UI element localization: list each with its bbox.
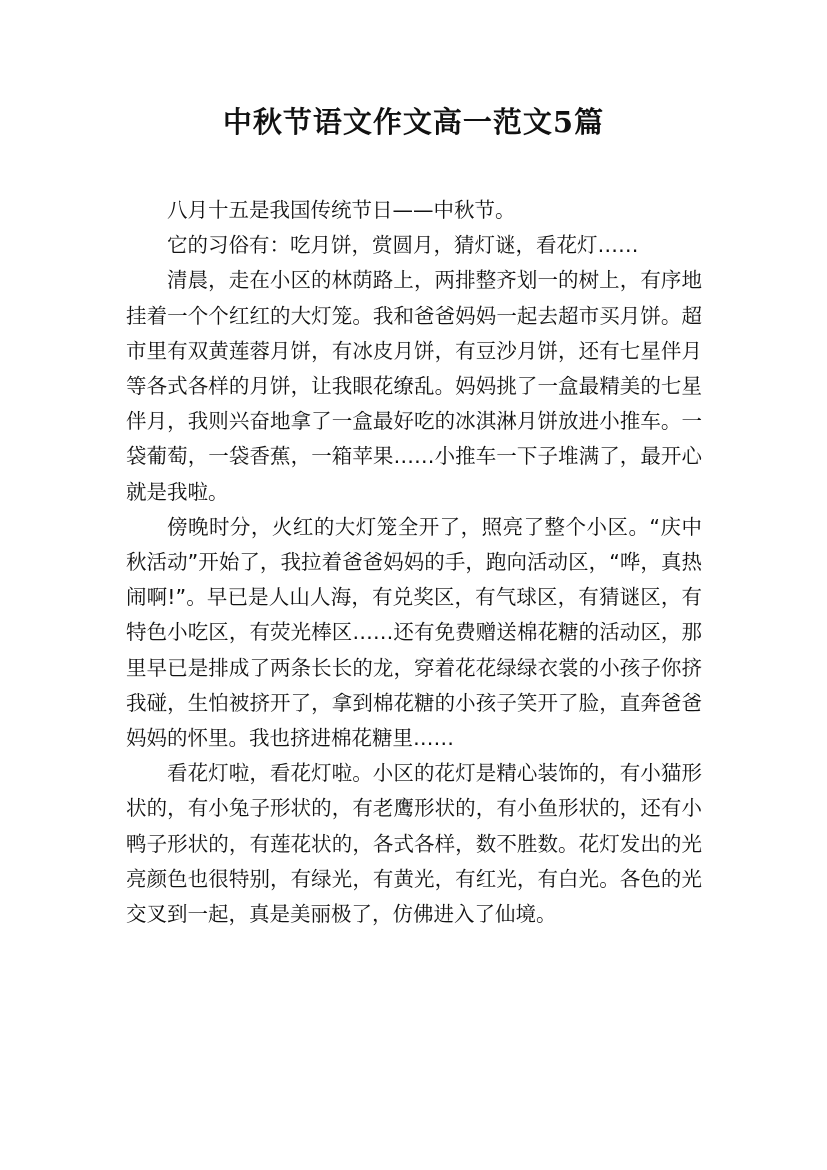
paragraph-1: 八月十五是我国传统节日——中秋节。 <box>167 198 516 222</box>
document-body <box>126 193 702 932</box>
paragraph-5: 看花灯啦，看花灯啦。小区的花灯是精心装饰的，有小猫形状的，有小兔子形状的，有老鹰形状的，有小鱼形状的，还有小鸭子形状的，有莲花状的，各式各样，数不胜数。花灯发出的光亮颜色也很特别，有绿光，有黄光，有红光，有白光。各色的光交叉到一起，真是美丽极了，仿佛进入了仙境。 <box>126 761 702 927</box>
paragraph-3: 清晨，走在小区的林荫路上，两排整齐划一的树上，有序地挂着一个个红红的大灯笼。我和爸爸妈妈一起去超市买月饼。超市里有双黄莲蓉月饼，有冰皮月饼，有豆沙月饼，还有七星伴月等各式各样的月饼，让我眼花缭乱。妈妈挑了一盒最精美的七星伴月，我则兴奋地拿了一盒最好吃的冰淇淋月饼放进小推车。一袋葡萄，一袋香蕉，一箱苹果……小推车一下子堆满了，最开心就是我啦。 <box>126 268 702 504</box>
paragraph-2: 它的习俗有：吃月饼，赏圆月，猜灯谜，看花灯…… <box>167 233 639 258</box>
document-title: 中秋节语文作文高一范文5篇 <box>222 105 605 139</box>
paragraph-4: 傍晚时分，火红的大灯笼全开了，照亮了整个小区。“庆中秋活动”开始了，我拉着爸爸妈妈的手，跑向活动区，“哗，真热闹啊!”。早已是人山人海，有兑奖区，有气球区，有猜谜区，有特色小吃区，有荧光棒区……还有免费赠送棉花糖的活动区，那里早已是排成了两条长长的龙，穿着花花绿绿衣裳的小孩子你挤我碰，生怕被挤开了，拿到棉花糖的小孩子笑开了脸，直奔爸爸妈妈的怀里。我也挤进棉花糖里…… <box>126 514 702 751</box>
